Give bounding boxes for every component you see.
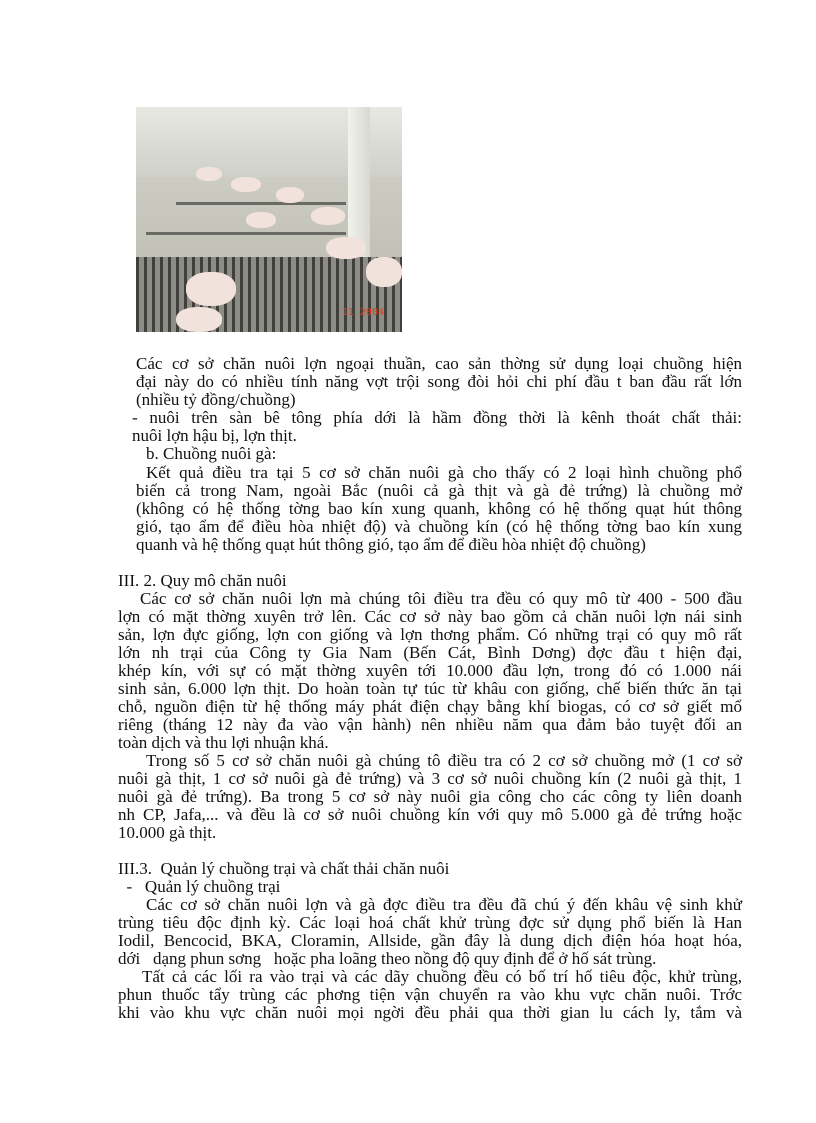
photo-date-stamp: 11 2004	[341, 307, 384, 318]
text-line: III. 2. Quy mô chăn nuôi	[118, 571, 287, 590]
text-line: khi vào khu vực chăn nuôi mọi ngời đều phải qua thời gian lu cách ly, tắm và	[118, 1003, 742, 1022]
pen-rail	[146, 232, 346, 235]
text-line: quanh và hệ thống quạt hút thông gió, tạo ẩm để điều hòa nhiệt độ chuồng)	[136, 535, 646, 554]
text-line: Các cơ sở chăn nuôi lợn ngoại thuần, cao sản thờng sử dụng loại chuồng hiện	[136, 354, 742, 373]
text-line: sản, lợn đực giống, lợn con giống và lợn thơng phẩm. Có những trại có quy mô rất	[118, 625, 742, 644]
pig	[311, 207, 345, 225]
pig	[196, 167, 222, 181]
pig-barn-photo	[136, 107, 402, 332]
text-line: Kết quả điều tra tại 5 cơ sở chăn nuôi gà cho thấy có 2 loại hình chuồng phổ	[146, 463, 742, 482]
text-line: III.3. Quản lý chuồng trại và chất thải chăn nuôi	[118, 859, 450, 878]
pig	[231, 177, 261, 192]
text-line: nuôi gà thịt, 1 cơ sở nuôi gà đẻ trứng) và 3 cơ sở nuôi chuồng kín (2 nuôi gà thịt, 1	[118, 769, 742, 788]
text-line: sinh sản, 6.000 lợn thịt. Do hoàn toàn tự túc từ khâu con giống, chế biến thức ăn tại	[118, 679, 742, 698]
text-line: 10.000 gà thịt.	[118, 823, 217, 842]
text-line: Trong số 5 cơ sở chăn nuôi gà chúng tô điều tra có 2 cơ sở chuồng mở (1 cơ sở	[146, 751, 742, 770]
text-line: nh CP, Jafa,... và đều là cơ sở nuôi chuồng kín với quy mô 5.000 gà đẻ trứng hoặc	[118, 805, 742, 824]
text-line: phun thuốc tẩy trùng các phơng tiện vận chuyển ra vào khu vực chăn nuôi. Trớc	[118, 985, 742, 1004]
text-line: riêng (tháng 12 này đa vào vận hành) nên nhiều năm qua đảm bảo tuyệt đối an	[118, 715, 742, 734]
text-line: toàn dịch và thu lợi nhuận khá.	[118, 733, 329, 752]
text-line: lợn có mặt thờng xuyên trở lên. Các cơ sở này bao gồm cả chăn nuôi lợn nái sinh	[118, 607, 742, 626]
text-line: gió, tạo ẩm để điều hòa nhiệt độ) và chuồng kín (có hệ thống tờng bao kín xung	[136, 517, 742, 536]
pig	[276, 187, 304, 203]
text-line: - Quản lý chuồng trại	[118, 877, 281, 896]
text-line: trùng tiêu độc định kỳ. Các loại hoá chất khử trùng đợc sử dụng phổ biến là Han	[118, 913, 742, 932]
pig	[326, 237, 366, 259]
text-line: biến cả trong Nam, ngoài Bắc (nuôi cả gà thịt và gà đẻ trứng) là chuồng mở	[136, 481, 742, 500]
pig	[366, 257, 402, 287]
text-line: lớn nh trại của Công ty Gia Nam (Bến Cát, Bình Dơng) đợc đầu t hiện đại,	[118, 643, 742, 662]
text-line: khép kín, với sự có mặt thờng xuyên tới 10.000 đầu lợn, trong đó có 1.000 nái	[118, 661, 742, 680]
text-line: Iodil, Bencocid, BKA, Cloramin, Allside, gần đây là dung dịch điện hóa hoạt hóa,	[118, 931, 742, 950]
pig	[246, 212, 276, 228]
text-line: chỗ, nguồn điện từ hệ thống máy phát điện chạy bằng khí biogas, có cơ sở giết mổ	[118, 697, 742, 716]
text-line: dới dạng phun sơng hoặc pha loãng theo nồng độ quy định để ở hố sát trùng.	[118, 949, 657, 968]
text-line: Các cơ sở chăn nuôi lợn và gà đợc điều tra đều đã chú ý đến khâu vệ sinh khử	[146, 895, 742, 914]
text-line: nuôi gà đẻ trứng). Ba trong 5 cơ sở này nuôi gia công cho các công ty liên doanh	[118, 787, 742, 806]
text-line: Tất cả các lối ra vào trại và các dãy chuồng đều có bố trí hố tiêu độc, khử trùng,	[142, 967, 742, 986]
pig	[176, 307, 222, 332]
text-line: Các cơ sở chăn nuôi lợn mà chúng tôi điều tra đều có quy mô từ 400 - 500 đầu	[140, 589, 742, 608]
text-line: (không có hệ thống tờng bao kín xung quanh, không có hệ thống quạt hút thông	[136, 499, 742, 518]
text-line: đại này do có nhiều tính năng vợt trội song đòi hỏi chi phí đầu t ban đầu rất lớn	[136, 372, 742, 391]
pen-rail	[176, 202, 346, 205]
text-line: (nhiều tỷ đồng/chuồng)	[136, 390, 296, 409]
pig	[186, 272, 236, 306]
text-line: - nuôi trên sàn bê tông phía dới là hầm đồng thời là kênh thoát chất thải:	[132, 408, 742, 427]
text-line: b. Chuồng nuôi gà:	[146, 444, 277, 463]
text-line: nuôi lợn hậu bị, lợn thịt.	[132, 426, 297, 445]
